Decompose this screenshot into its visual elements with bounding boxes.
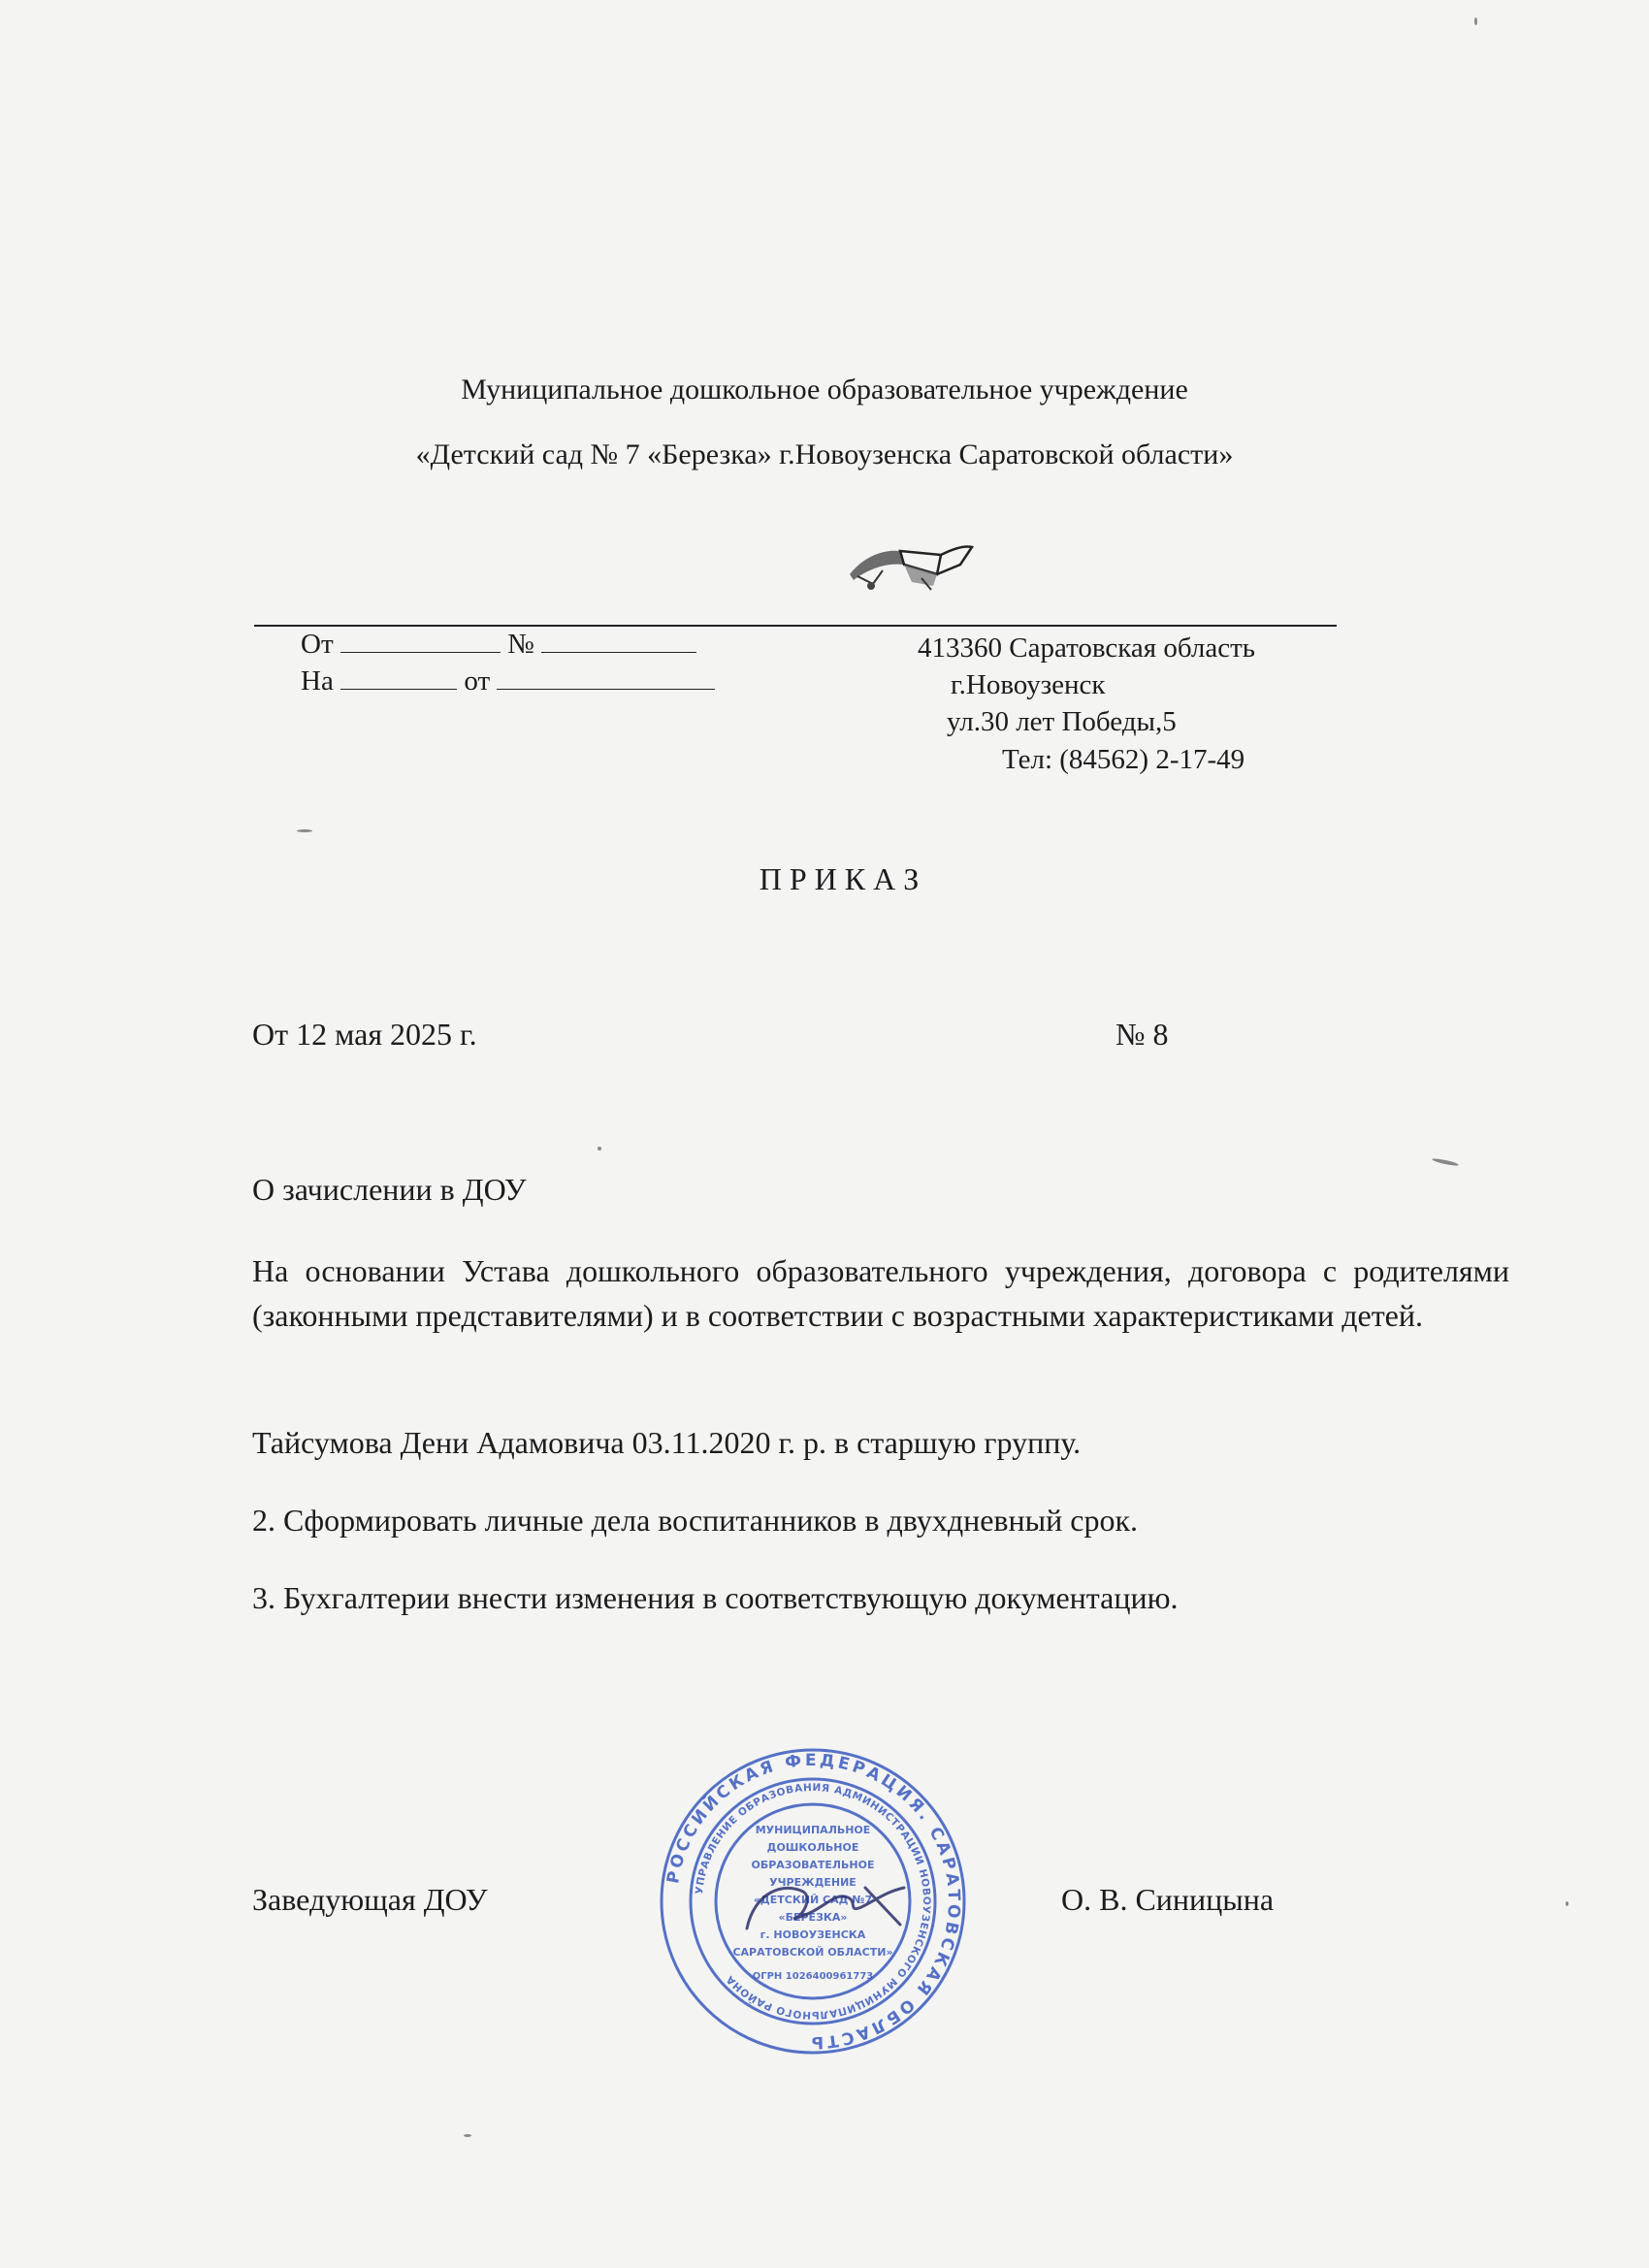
order-item-1: Тайсумова Дени Адамовича 03.11.2020 г. р. в старшую группу. (252, 1425, 1082, 1460)
stamp-ogrn: ОГРН 1026400961773 (752, 1971, 874, 1982)
signature-name: О. В. Синицына (1061, 1882, 1275, 1917)
stamp-center-line: г. НОВОУЗЕНСКА (760, 1928, 866, 1941)
order-date: От 12 мая 2025 г. (252, 1017, 477, 1052)
to-label: На (301, 665, 334, 697)
document-title: П Р И К А З (759, 861, 920, 896)
stamp-center-line: ОБРАЗОВАТЕЛЬНОЕ (751, 1859, 875, 1871)
of-label: от (464, 665, 491, 697)
signature-position: Заведующая ДОУ (252, 1882, 488, 1917)
birch-logo-icon (844, 535, 976, 592)
stamp-center-line: ДОШКОЛЬНОЕ (766, 1841, 859, 1854)
order-number: № 8 (1116, 1017, 1169, 1052)
order-subject: О зачислении в ДОУ (252, 1172, 527, 1207)
stamp-center-line: САРАТОВСКОЙ ОБЛАСТИ» (732, 1946, 893, 1959)
org-name-line1: Муниципальное дошкольное образовательное учреждение (461, 373, 1188, 405)
outgoing-line-to (301, 665, 715, 697)
stamp-center-line: «БЕРЕЗКА» (778, 1911, 848, 1924)
address-line1: 413360 Саратовская область (918, 632, 1256, 664)
from-blank (340, 631, 501, 653)
to-blank (340, 667, 457, 690)
org-name-line2: «Детский сад № 7 «Березка» г.Новоузенска Саратовской области» (415, 438, 1234, 470)
outgoing-line-from (301, 629, 696, 661)
header-divider (254, 625, 1337, 627)
of-blank (497, 667, 715, 690)
stamp-outer-text: РОССИЙСКАЯ ФЕДЕРАЦИЯ. САРАТОВСКАЯ ОБЛАСТЬ (663, 1750, 964, 2053)
stamp-ring-text: УПРАВЛЕНИЕ ОБРАЗОВАНИЯ АДМИНИСТРАЦИИ НОВОУЗЕНСКОГО МУНИЦИПАЛЬНОГО РАЙОНА (694, 1781, 933, 2022)
stamp-center-line: «ДЕТСКИЙ САД №7 (753, 1894, 873, 1906)
stamp-center-line: УЧРЕЖДЕНИЕ (769, 1876, 857, 1889)
from-label: От (301, 629, 334, 660)
order-item-3: 3. Бухгалтерии внести изменения в соответствующую документацию. (252, 1580, 1179, 1615)
number-blank (541, 631, 696, 653)
address-phone: Тел: (84562) 2-17-49 (1002, 744, 1245, 775)
order-item-2: 2. Сформировать личные дела воспитанников в двухдневный срок. (252, 1503, 1139, 1538)
number-sign: № (507, 629, 534, 660)
address-line3: ул.30 лет Победы,5 (947, 706, 1177, 737)
basis-paragraph: На основании Устава дошкольного образовательного учреждения, договора с родителями (законными представителями) и в соответствии с возрастными характеристиками детей. (252, 1253, 1509, 1333)
official-stamp (658, 1746, 968, 2057)
address-line2: г.Новоузенск (951, 669, 1106, 700)
stamp-center-line: МУНИЦИПАЛЬНОЕ (755, 1824, 871, 1836)
